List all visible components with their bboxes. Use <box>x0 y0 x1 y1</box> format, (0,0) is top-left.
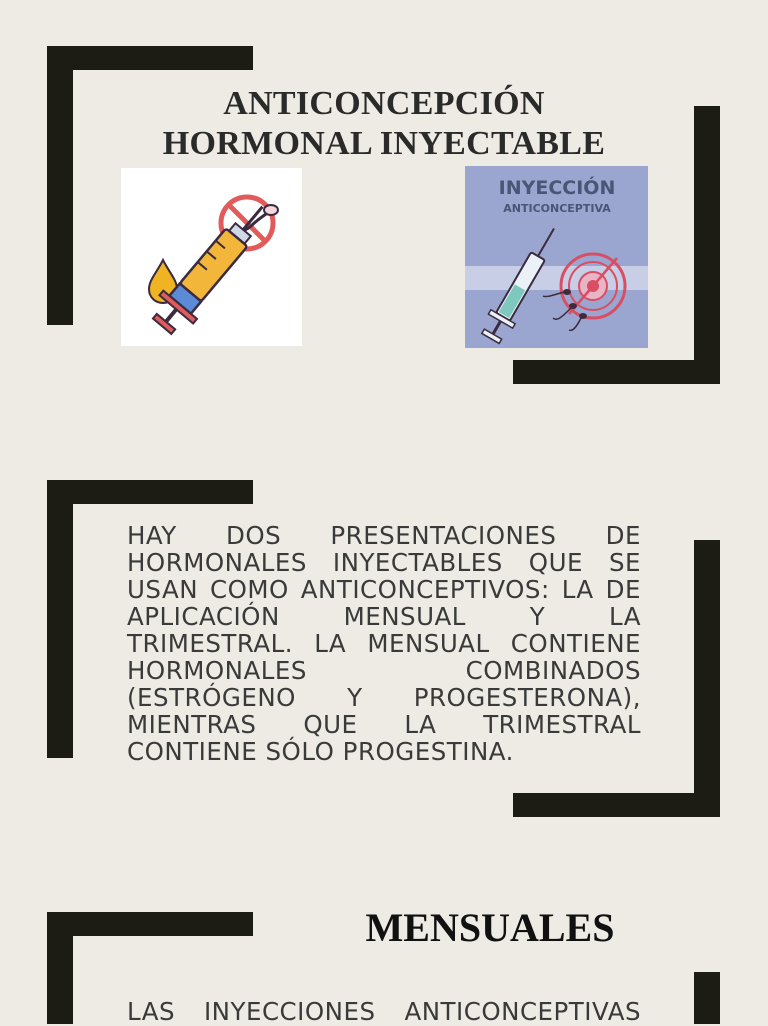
mensuales-title: MENSUALES <box>365 905 615 950</box>
injection-egg-icon <box>465 166 648 348</box>
slide-title-line-2: HORMONAL INYECTABLE <box>162 125 606 162</box>
frame3-top-left-vertical <box>47 912 73 1024</box>
mensuales-paragraph-start: LAS INYECCIONES ANTICONCEPTIVAS <box>127 997 641 1026</box>
frame-top-left-vertical <box>47 46 73 325</box>
slide-title <box>100 84 668 164</box>
frame3-right-vertical <box>694 972 720 1024</box>
poster-subtitle-text: ANTICONCEPTIVA <box>503 202 611 215</box>
syringe-illustration <box>121 168 302 346</box>
frame2-bottom-right-vertical <box>694 540 720 817</box>
frame-bottom-right-horizontal <box>513 360 720 384</box>
frame2-bottom-right-horizontal <box>513 793 720 817</box>
frame-top-left-horizontal <box>47 46 253 70</box>
presentations-paragraph: HAY DOS PRESENTACIONES DE HORMONALES INYECTABLES QUE SE USAN COMO ANTICONCEPTIVOS: LA DE APLICACIÓN MENSUAL Y LA TRIMESTRAL. LA MENSUAL CONTIENE HORMONALES COMBINADOS (ESTRÓGENO Y PROGESTERONA), MIENTRAS QUE LA TRIMESTRAL CONTIENE SÓLO PROGESTINA. <box>127 521 641 766</box>
injection-poster-image <box>465 166 648 348</box>
frame2-top-left-horizontal <box>47 480 253 504</box>
frame-bottom-right-vertical <box>694 106 720 384</box>
syringe-drop-no-sperm-icon <box>121 168 302 346</box>
poster-title-text: INYECCIÓN <box>498 177 616 199</box>
frame3-top-left-horizontal <box>47 912 253 936</box>
slide-title-line-1: ANTICONCEPCIÓN <box>223 85 545 122</box>
frame2-top-left-vertical <box>47 480 73 758</box>
